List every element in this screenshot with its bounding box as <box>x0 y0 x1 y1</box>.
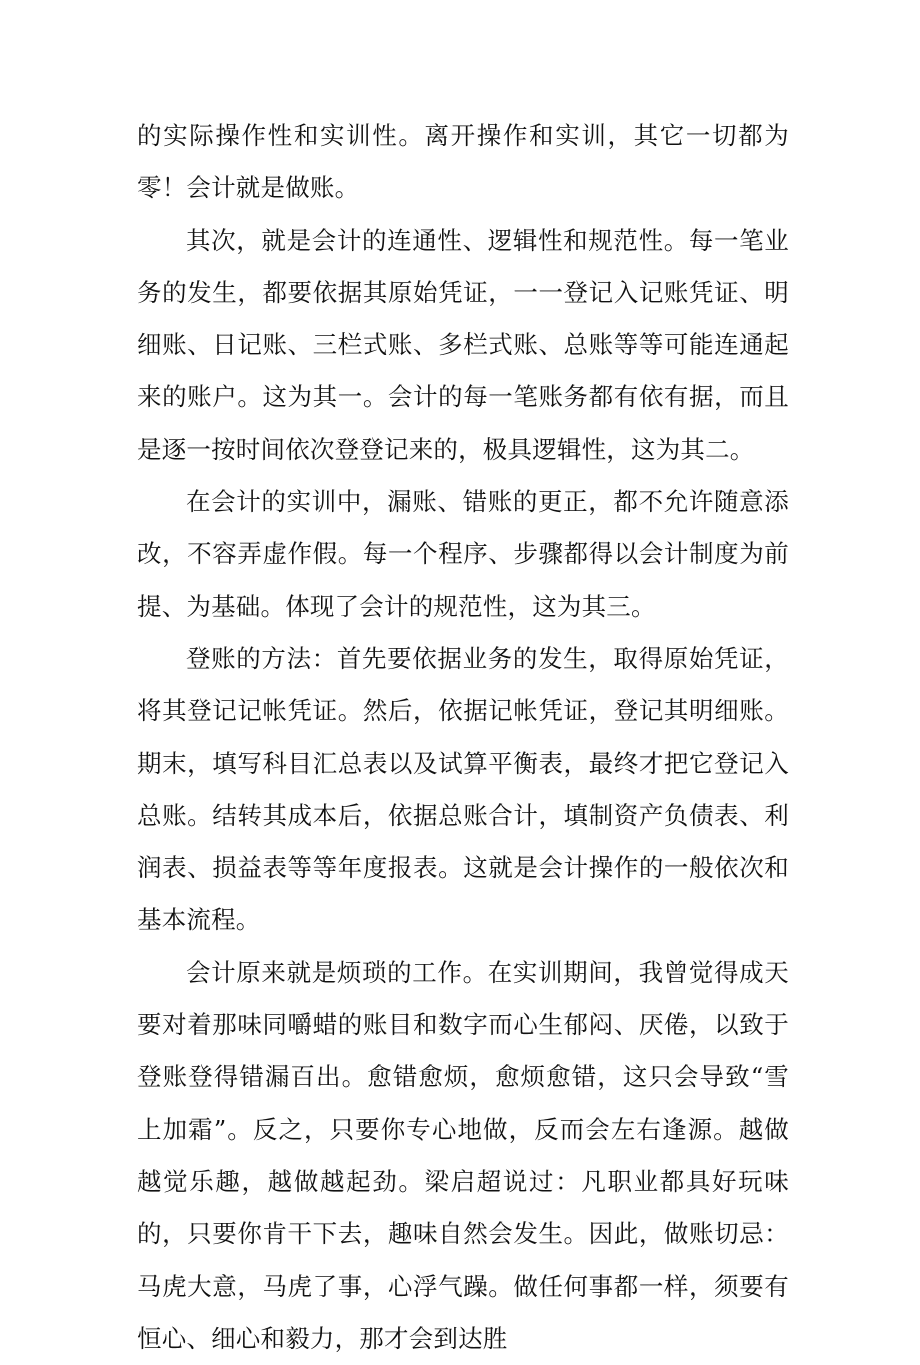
document-body <box>137 110 789 1365</box>
paragraph: 其次，就是会计的连通性、逻辑性和规范性。每一笔业务的发生，都要依据其原始凭证，一一登记入记账凭证、明细账、日记账、三栏式账、多栏式账、总账等等可能连通起来的账户。这为其一。会计的每一笔账务都有依有据，而且是逐一按时间依次登登记来的，极具逻辑性，这为其二。 <box>137 225 789 464</box>
paragraph: 登账的方法：首先要依据业务的发生，取得原始凭证，将其登记记帐凭证。然后，依据记帐凭证，登记其明细账。期末，填写科目汇总表以及试算平衡表，最终才把它登记入总账。结转其成本后，依据总账合计，填制资产负债表、利润表、损益表等等年度报表。这就是会计操作的一般依次和基本流程。 <box>137 643 789 935</box>
paragraph: 在会计的实训中，漏账、错账的更正，都不允许随意添改，不容弄虚作假。每一个程序、步骤都得以会计制度为前提、为基础。体现了会计的规范性，这为其三。 <box>137 487 789 621</box>
paragraph: 会计原来就是烦琐的工作。在实训期间，我曾觉得成天要对着那味同嚼蜡的账目和数字而心生郁闷、厌倦，以致于登账登得错漏百出。愈错愈烦，愈烦愈错，这只会导致“雪上加霜”。反之，只要你专心地做，反而会左右逢源。越做越觉乐趣，越做越起劲。梁启超说过：凡职业都具好玩味的，只要你肯干下去，趣味自然会发生。因此，做账切忌：马虎大意，马虎了事，心浮气躁。做任何事都一样，须要有恒心、细心和毅力，那才会到达胜 <box>137 957 789 1353</box>
paragraph-continued: 的实际操作性和实训性。离开操作和实训，其它一切都为零！会计就是做账。 <box>137 121 789 203</box>
